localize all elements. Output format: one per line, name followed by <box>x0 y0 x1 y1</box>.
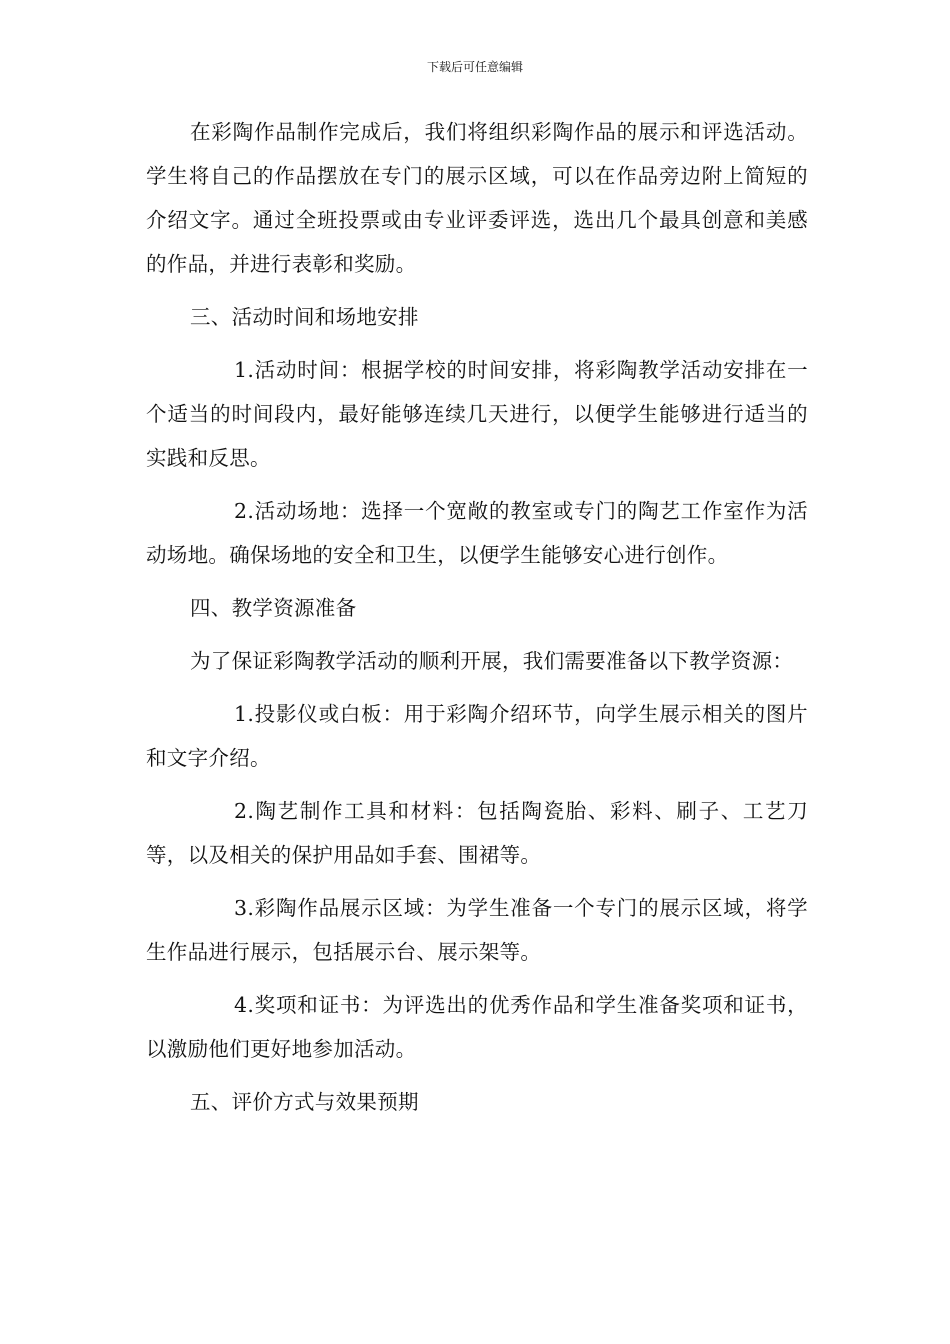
paragraph-text: 在彩陶作品制作完成后，我们将组织彩陶作品的展示和评选活动。学生将自己的作品摆放在专门的展示区域，可以在作品旁边附上简短的介绍文字。通过全班投票或由专业评委评选，选出几个最具创意和美感的作品，并进行表彰和奖励。 <box>146 120 808 276</box>
list-text: 陶艺制作工具和材料：包括陶瓷胎、彩料、刷子、工艺刀等，以及相关的保护用品如手套、围裙等。 <box>146 799 808 867</box>
list-item-activity-venue <box>146 489 808 577</box>
list-text: 活动场地：选择一个宽敞的教室或专门的陶艺工作室作为活动场地。确保场地的安全和卫生，以便学生能够安心进行创作。 <box>146 499 808 567</box>
paragraph-exhibition <box>146 110 808 286</box>
page-header: 下载后可任意编辑 <box>426 60 523 74</box>
document-body <box>146 110 808 1133</box>
list-text: 奖项和证书：为评选出的优秀作品和学生准备奖项和证书，以激励他们更好地参加活动。 <box>146 993 808 1061</box>
list-number: 1. <box>234 702 255 726</box>
list-number: 3. <box>234 896 255 920</box>
list-number: 1. <box>234 358 255 382</box>
section-heading-time-venue <box>146 295 808 339</box>
list-item-display-area <box>146 886 808 974</box>
section-heading-resources <box>146 586 808 630</box>
list-text: 投影仪或白板：用于彩陶介绍环节，向学生展示相关的图片和文字介绍。 <box>146 702 808 770</box>
list-item-projector <box>146 692 808 780</box>
list-text: 彩陶作品展示区域：为学生准备一个专门的展示区域，将学生作品进行展示，包括展示台、展示架等。 <box>146 896 808 964</box>
paragraph-resources-intro <box>146 639 808 683</box>
list-item-activity-time <box>146 348 808 480</box>
paragraph-text: 为了保证彩陶教学活动的顺利开展，我们需要准备以下教学资源： <box>190 649 794 673</box>
list-number: 2. <box>234 499 255 523</box>
list-text: 活动时间：根据学校的时间安排，将彩陶教学活动安排在一个适当的时间段内，最好能够连续几天进行，以便学生能够进行适当的实践和反思。 <box>146 358 808 470</box>
heading-text: 四、教学资源准备 <box>190 596 357 620</box>
list-number: 2. <box>234 799 255 823</box>
heading-text: 五、评价方式与效果预期 <box>190 1090 419 1114</box>
heading-text: 三、活动时间和场地安排 <box>190 305 419 329</box>
list-item-awards <box>146 983 808 1071</box>
list-number: 4. <box>234 993 255 1017</box>
list-item-tools-materials <box>146 789 808 877</box>
section-heading-evaluation <box>146 1080 808 1124</box>
